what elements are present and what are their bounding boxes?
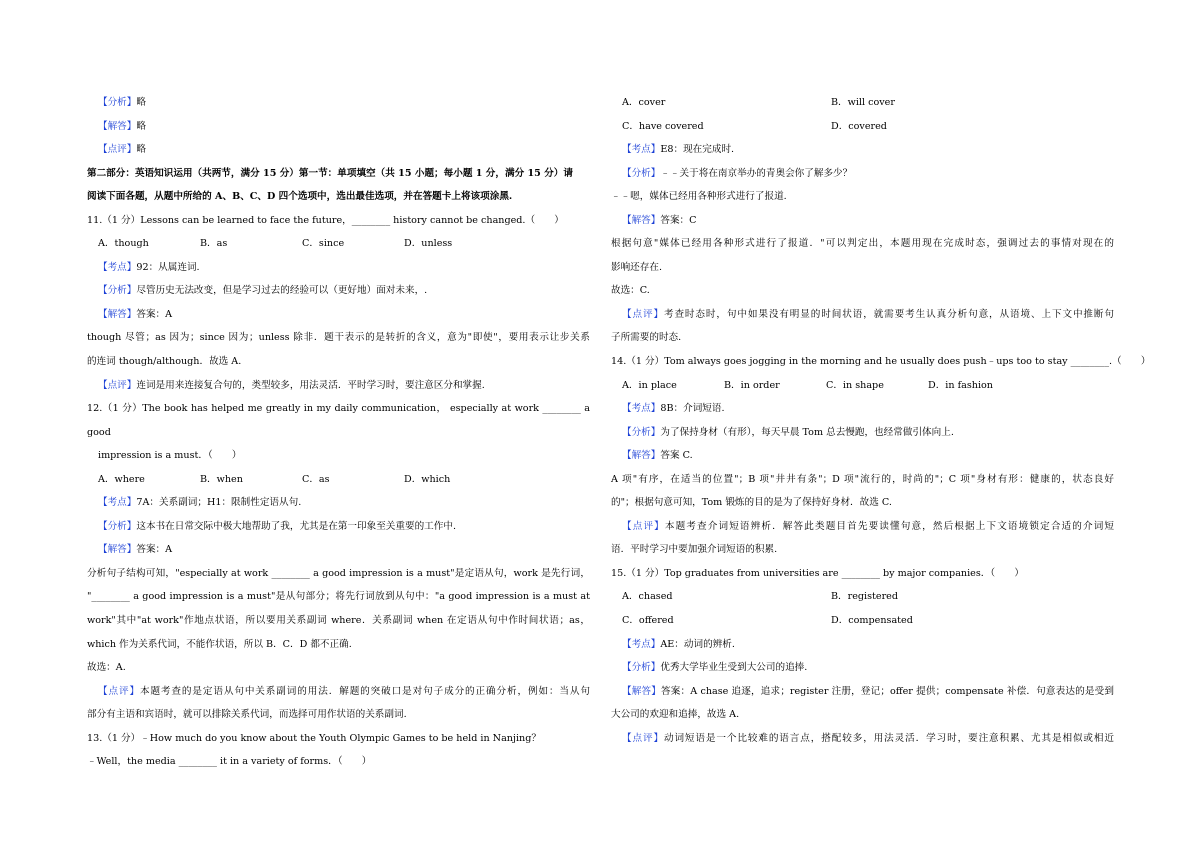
annotation-text: ﹣﹣关于将在南京举办的青奥会你了解多少？ (660, 167, 853, 179)
answer-option: D．compensated (831, 615, 913, 627)
answer-options (87, 468, 590, 492)
annotation-text: 答案：C (660, 214, 697, 226)
answer-option: B．when (200, 473, 243, 485)
annotation-line (611, 515, 1114, 539)
answer-option: D．unless (404, 238, 453, 250)
answer-options (611, 374, 1114, 398)
annotation-text: 略 (136, 120, 146, 132)
text-line: 故选：C. (611, 285, 650, 297)
annotation-line (611, 656, 1114, 680)
annotation-tag: 【考点】 (98, 261, 137, 273)
text-line: 影响还存在. (611, 261, 663, 273)
answer-options (87, 232, 590, 256)
answer-option: D．covered (831, 120, 887, 132)
answer-option: A．cover (622, 97, 666, 108)
annotation-line (87, 91, 590, 115)
annotation-line (611, 421, 1114, 445)
annotation-text: 尽管历史无法改变，但是学习过去的经验可以（更好地）面对未来，. (136, 285, 428, 297)
annotation-tag: 【点评】 (98, 379, 137, 391)
annotation-line (611, 680, 1114, 704)
question-line: 14.（1 分）Tom always goes jogging in the morning and he usually does push﹣ups too to stay ________.（ ） (611, 356, 1151, 368)
annotation-text: 答案：A (136, 544, 173, 556)
text-line: 故选：A. (87, 662, 126, 674)
annotation-text: 答案：A chase 追逐，追求；register 注册，登记；offer 提供；compensate 补偿．句意表达的是受到 (661, 685, 1114, 697)
annotation-tag: 【解答】 (98, 544, 137, 556)
annotation-tag: 【考点】 (622, 144, 661, 156)
annotation-text: 为了保持身材（有形），每天早晨 Tom 总去慢跑，也经常做引体向上. (660, 426, 954, 438)
text-line: 的连词 though/although．故选 A. (87, 356, 242, 368)
annotation-line (611, 397, 1114, 421)
annotation-text: 答案：A (136, 308, 173, 320)
annotation-text: 略 (136, 97, 146, 108)
answer-option: A．in place (622, 379, 677, 391)
annotation-tag: 【解答】 (98, 308, 137, 320)
text-line: ﹣﹣嗯，媒体已经用各种形式进行了报道. (611, 191, 787, 203)
text-line: which 作为关系代词，不能作状语，所以 B．C．D 都不正确. (87, 638, 352, 650)
annotation-text: 本题考查的是定语从句中关系副词的用法．解题的突破口是对句子成分的正确分析，例如：当从句 (139, 685, 591, 697)
annotation-line (87, 256, 590, 280)
annotation-text: AE：动词的辨析. (660, 638, 735, 650)
text-line: 13.（1 分）﹣How much do you know about the Youth Olympic Games to be held in Nanjing？ (87, 732, 541, 744)
annotation-text: 92：从属连词. (136, 261, 200, 273)
annotation-tag: 【考点】 (622, 403, 661, 415)
annotation-line (87, 491, 590, 515)
annotation-text: 连词是用来连接复合句的，类型较多，用法灵活．平时学习时，要注意区分和掌握. (136, 379, 485, 391)
annotation-tag: 【点评】 (98, 685, 140, 697)
answer-option: A．where (98, 473, 145, 485)
answer-option: C．in shape (826, 379, 884, 391)
text-line: 子所需要的时态. (611, 332, 682, 344)
annotation-line (611, 138, 1114, 162)
answer-option: D．in fashion (928, 379, 993, 391)
annotation-line (87, 515, 590, 539)
annotation-line (611, 444, 1114, 468)
text-line: A 项"有序，在适当的位置"；B 项"井井有条"；D 项"流行的，时尚的"；C 项"身材有形：健康的，状态良好 (611, 473, 1114, 485)
answer-options (611, 115, 1114, 139)
answer-option: B．as (200, 238, 228, 250)
annotation-tag: 【解答】 (622, 214, 661, 226)
annotation-line (87, 138, 590, 162)
annotation-text: E8：现在完成时. (660, 144, 735, 156)
answer-option: C．have covered (622, 120, 704, 132)
text-line: 根据句意"媒体已经用各种形式进行了报道．"可以判定出，本题用现在完成时态，强调过去的事情对现在的 (611, 238, 1114, 250)
annotation-line (87, 279, 590, 303)
text-line: 15.（1 分）Top graduates from universities are ________ by major companies．（ ） (611, 567, 1024, 579)
text-line: ﹣Well，the media ________ it in a variety of forms．（ ） (87, 756, 372, 768)
answer-option: C．since (302, 238, 345, 250)
text-line: impression is a must．（ ） (98, 450, 242, 462)
annotation-tag: 【考点】 (98, 497, 137, 509)
annotation-tag: 【考点】 (622, 638, 661, 650)
annotation-tag: 【解答】 (622, 450, 661, 462)
answer-options (611, 585, 1114, 609)
text-line: 分析句子结构可知，"especially at work ________ a good impression is a must"是定语从句，work 是先行词， (87, 567, 590, 579)
text-line: 语．平时学习中要加强介词短语的积累. (611, 544, 778, 556)
text-line: 的"；根据句意可知，Tom 锻炼的目的是为了保持好身材．故选 C. (611, 497, 892, 509)
left-column (87, 91, 590, 774)
annotation-line (611, 303, 1114, 327)
annotation-line (87, 303, 590, 327)
text-line: work"其中"at work"作地点状语，所以要用关系副词 where．关系副词 when 在定语从句中作时间状语；as， (87, 615, 590, 627)
answer-option: A．though (98, 238, 149, 250)
section-heading: 阅读下面各题，从题中所给的 A、B、C、D 四个选项中，选出最佳选项，并在答题卡上将该项涂黑. (87, 191, 513, 203)
text-line: "________ a good impression is a must"是从句部分；将先行词放到从句中："a good impression is a must at (87, 591, 590, 603)
annotation-tag: 【分析】 (622, 426, 661, 438)
answer-option: A．chased (622, 591, 673, 603)
answer-option: C．offered (622, 615, 674, 627)
answer-option: B．registered (831, 591, 898, 603)
annotation-text: 略 (136, 144, 146, 156)
annotation-line (611, 727, 1114, 751)
annotation-tag: 【点评】 (98, 144, 137, 156)
text-line: 大公司的欢迎和追捧，故选 A. (611, 709, 740, 721)
annotation-text: 7A：关系副词；H1：限制性定语从句. (136, 497, 302, 509)
annotation-tag: 【点评】 (622, 520, 665, 532)
annotation-line (611, 209, 1114, 233)
annotation-text: 本题考查介词短语辨析．解答此类题目首先要读懂句意，然后根据上下文语境锁定合适的介词短 (664, 520, 1115, 532)
annotation-tag: 【点评】 (622, 732, 664, 744)
annotation-tag: 【分析】 (98, 285, 137, 297)
annotation-tag: 【分析】 (98, 520, 137, 532)
annotation-line (87, 680, 590, 704)
annotation-text: 优秀大学毕业生受到大公司的追捧. (660, 662, 808, 674)
annotation-text: 这本书在日常交际中极大地帮助了我，尤其是在第一印象至关重要的工作中. (136, 520, 457, 532)
annotation-text: 动词短语是一个比较难的语言点，搭配较多，用法灵活．学习时，要注意积累、尤其是相似或相近 (663, 732, 1115, 744)
text-line: 部分有主语和宾语时，就可以排除关系代词，而选择可用作状语的关系副词. (87, 709, 407, 721)
text-line: 12.（1 分）The book has helped me greatly in my daily communication， especially at work ________ a good (87, 403, 590, 438)
annotation-tag: 【点评】 (622, 308, 664, 320)
annotation-line (87, 538, 590, 562)
annotation-tag: 【解答】 (622, 685, 662, 697)
annotation-text: 考查时态时，句中如果没有明显的时间状语，就需要考生认真分析句意，从语境、上下文中推断句 (663, 308, 1115, 320)
answer-option: C．as (302, 473, 330, 485)
text-line: 11.（1 分）Lessons can be learned to face the future，________ history cannot be changed.（ ） (87, 214, 564, 226)
annotation-line (611, 162, 1114, 186)
section-heading: 第二部分：英语知识运用（共两节，满分 15 分）第一节：单项填空（共 15 小题；每小题 1 分，满分 15 分）请 (87, 167, 573, 179)
annotation-line (611, 633, 1114, 657)
annotation-tag: 【分析】 (622, 662, 661, 674)
answer-option: B．will cover (831, 97, 895, 108)
answer-option: D．which (404, 473, 451, 485)
answer-options (611, 609, 1114, 633)
text-line: though 尽管；as 因为；since 因为；unless 除非．题干表示的是转折的含义，意为"即使"，要用表示让步关系 (87, 332, 590, 344)
annotation-text: 答案 C. (660, 450, 693, 462)
annotation-tag: 【分析】 (622, 167, 661, 179)
annotation-line (87, 115, 590, 139)
answer-option: B．in order (724, 379, 780, 391)
annotation-text: 8B：介词短语. (660, 403, 725, 415)
annotation-tag: 【解答】 (98, 120, 137, 132)
answer-options (611, 91, 1114, 115)
right-column (611, 91, 1151, 750)
annotation-line (87, 374, 590, 398)
annotation-tag: 【分析】 (98, 97, 137, 108)
